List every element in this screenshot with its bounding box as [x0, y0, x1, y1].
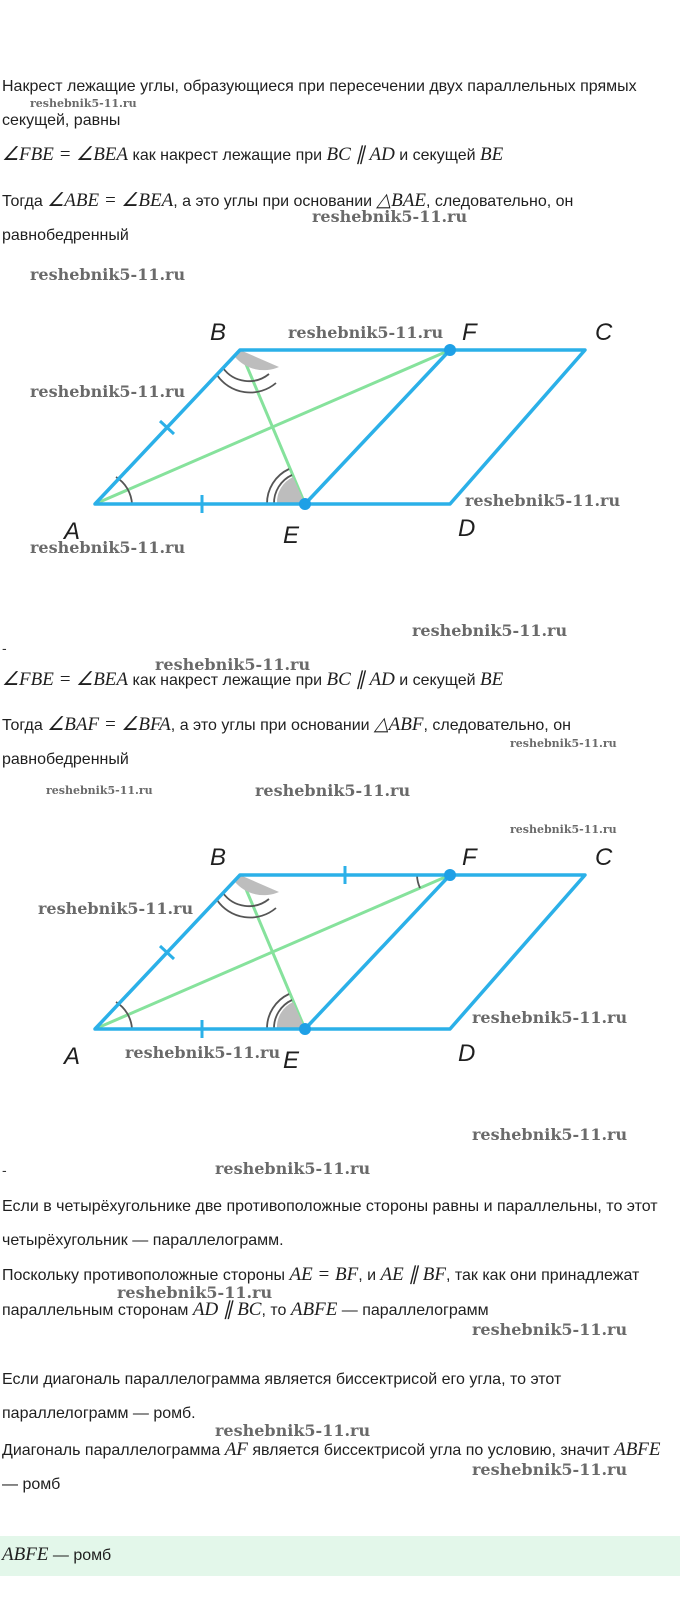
- math-secant: BE: [479, 669, 504, 690]
- watermark: reshebnik5-11.ru: [472, 1008, 628, 1027]
- text: как накрест лежащие при: [128, 147, 327, 164]
- label-e: E: [283, 1047, 300, 1074]
- point-f: [444, 344, 456, 356]
- watermark: reshebnik5-11.ru: [125, 1043, 281, 1062]
- math-equal-sides: AE = BF: [289, 1264, 359, 1285]
- watermark: reshebnik5-11.ru: [155, 655, 311, 674]
- label-e: E: [283, 522, 300, 549]
- angle-f-arc: [417, 875, 420, 888]
- watermark: reshebnik5-11.ru: [30, 97, 137, 110]
- math-parallel: BC ∥ AD: [326, 144, 395, 165]
- math-quadrilateral: ABFE: [614, 1439, 661, 1460]
- label-b: B: [210, 844, 227, 871]
- separator-dash-2: -: [2, 1162, 7, 1178]
- watermark: reshebnik5-11.ru: [215, 1159, 371, 1178]
- label-f: F: [462, 319, 477, 346]
- paragraph-abfe-parallelogram: [2, 1258, 672, 1328]
- text: Тогда: [2, 717, 48, 734]
- angle-b-fill: [235, 875, 279, 895]
- separator-dash: -: [2, 640, 7, 656]
- answer-text: [2, 1538, 111, 1573]
- math-parallel-sides: AE ∥ BF: [380, 1264, 446, 1285]
- diagonals: [95, 350, 450, 504]
- angle-b-arc-outer: [217, 375, 276, 393]
- text: , следовательно, он равнобедренный: [2, 193, 574, 244]
- angle-b-fill: [235, 350, 279, 370]
- text: , и: [358, 1267, 381, 1284]
- label-f: F: [462, 844, 477, 871]
- point-f: [444, 869, 456, 881]
- text: , то: [261, 1302, 291, 1319]
- text: Диагональ параллелограмма: [2, 1442, 225, 1459]
- watermark: reshebnik5-11.ru: [312, 207, 468, 226]
- text: , следовательно, он равнобедренный: [2, 717, 571, 768]
- math-quadrilateral: ABFE: [290, 1299, 338, 1320]
- text: является биссектрисой угла по условию, значит: [247, 1442, 615, 1459]
- text: Если диагональ параллелограмма является биссектрисой его угла, то этот параллелограмм — ромб.: [2, 1371, 562, 1422]
- watermark: reshebnik5-11.ru: [288, 323, 444, 342]
- point-e: [299, 498, 311, 510]
- watermark: reshebnik5-11.ru: [472, 1125, 628, 1144]
- answer-math: ABFE: [2, 1544, 49, 1565]
- math-parallel: BC ∥ AD: [326, 669, 395, 690]
- text: Если в четырёхугольнике две противоположные стороны равны и параллельны, то этот четырёхугольник — параллелограмм.: [2, 1198, 658, 1249]
- text: как накрест лежащие при: [128, 672, 327, 689]
- math-angle-equality: ∠FBE = ∠BEA: [2, 669, 129, 690]
- text: и секущей: [394, 147, 480, 164]
- watermark: reshebnik5-11.ru: [30, 538, 186, 557]
- watermark: reshebnik5-11.ru: [38, 899, 194, 918]
- math-secant: BE: [479, 144, 504, 165]
- math-angle-equality: ∠BAF = ∠BFA: [47, 714, 171, 735]
- watermark: reshebnik5-11.ru: [30, 382, 186, 401]
- text: Тогда: [2, 193, 48, 210]
- watermark: reshebnik5-11.ru: [30, 265, 186, 284]
- rule-text: Накрест лежащие углы, образующиеся при пересечении двух параллельных прямых секущей, равны: [2, 78, 637, 129]
- watermark: reshebnik5-11.ru: [472, 1460, 628, 1479]
- figure-parallelogram-2: [0, 830, 680, 1090]
- paragraph-parallelogram-rule: [2, 1190, 672, 1258]
- math-diagonal: AF: [224, 1439, 248, 1460]
- watermark: reshebnik5-11.ru: [215, 1421, 371, 1440]
- watermark: reshebnik5-11.ru: [117, 1283, 273, 1302]
- label-c: C: [595, 844, 613, 871]
- math-triangle: △BAE: [376, 190, 426, 211]
- paragraph-angle-equality: [2, 138, 672, 173]
- figure-parallelogram-1: [0, 305, 680, 565]
- segment-ef: [305, 875, 450, 1029]
- answer-label: — ромб: [48, 1547, 112, 1564]
- sides: [95, 350, 585, 513]
- watermark: reshebnik5-11.ru: [472, 1320, 628, 1339]
- watermark: reshebnik5-11.ru: [46, 784, 153, 797]
- angle-b-arc-outer: [217, 900, 276, 918]
- point-e: [299, 1023, 311, 1035]
- text: , а это углы при основании: [170, 717, 375, 734]
- label-a: A: [64, 1043, 81, 1070]
- label-d: D: [458, 1040, 476, 1067]
- watermark: reshebnik5-11.ru: [465, 491, 621, 510]
- math-angle-equality: ∠FBE = ∠BEA: [2, 144, 129, 165]
- text: , а это углы при основании: [173, 193, 377, 210]
- watermark: reshebnik5-11.ru: [510, 737, 617, 750]
- math-angle-equality: ∠ABE = ∠BEA: [47, 190, 174, 211]
- paragraph-angle-equality-2: [2, 663, 672, 698]
- segment-ef: [305, 350, 450, 504]
- text: — ромб: [2, 1476, 61, 1493]
- label-a: A: [64, 518, 81, 545]
- answer-box: [0, 1536, 680, 1576]
- label-c: C: [595, 319, 613, 346]
- math-triangle: △ABF: [374, 714, 424, 735]
- text: , так как они принадлежат параллельным сторонам: [2, 1267, 640, 1319]
- label-d: D: [458, 515, 476, 542]
- label-b: B: [210, 319, 227, 346]
- text: Поскольку противоположные стороны: [2, 1267, 290, 1284]
- diagonal-af: [95, 350, 450, 504]
- watermark: reshebnik5-11.ru: [412, 621, 568, 640]
- angle-arcs: [116, 350, 305, 504]
- watermark: reshebnik5-11.ru: [255, 781, 411, 800]
- watermark: reshebnik5-11.ru: [510, 823, 617, 836]
- text: — параллелограмм: [337, 1302, 489, 1319]
- math-parallel: AD ∥ BC: [192, 1299, 262, 1320]
- text: и секущей: [394, 672, 480, 689]
